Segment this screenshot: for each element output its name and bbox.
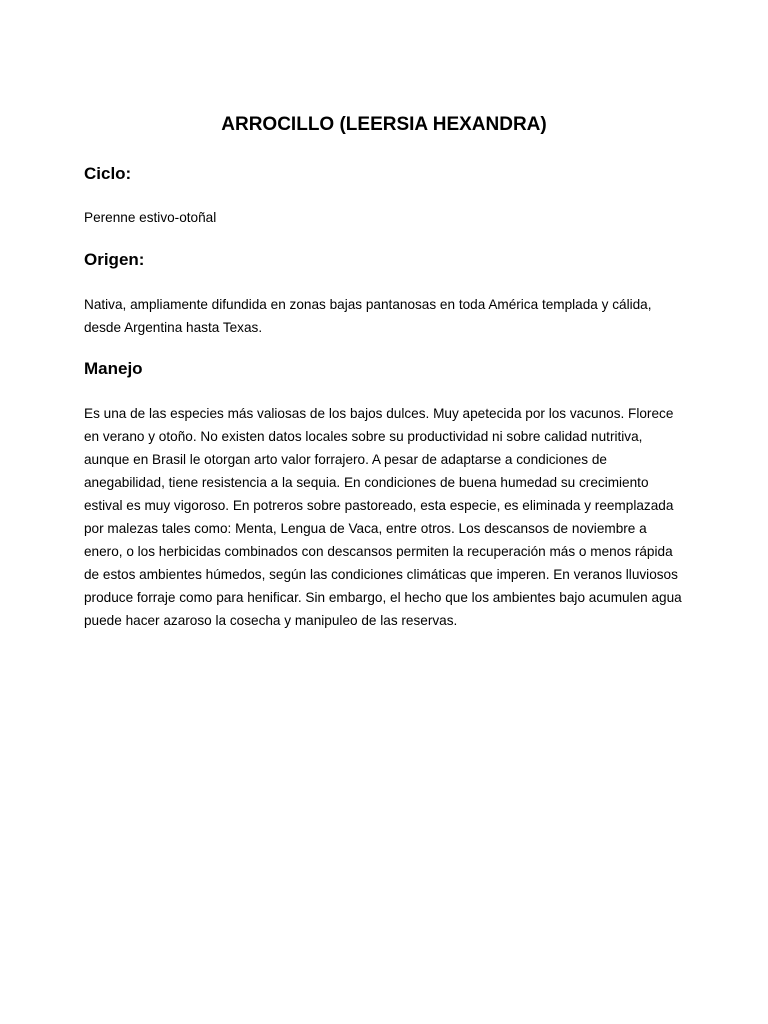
section-heading-manejo: Manejo: [84, 359, 143, 378]
section-heading-ciclo: Ciclo:: [84, 164, 132, 183]
section-heading-origen: Origen:: [84, 250, 145, 269]
section-text-origen: Nativa, ampliamente difundida en zonas bajas pantanosas en toda América templada y cálida, desde Argentina hasta Texas.: [84, 297, 652, 335]
section-text-ciclo: Perenne estivo-otoñal: [84, 210, 217, 225]
document-title: ARROCILLO (LEERSIA HEXANDRA): [221, 114, 547, 135]
section-text-manejo: Es una de las especies más valiosas de los bajos dulces. Muy apetecida por los vacunos. Florece en verano y otoño. No existen datos locales sobre su productividad ni sobre calidad nutritiva, aunque en Brasil le otorgan arto valor forrajero. A pesar de adaptarse a condiciones de anegabilidad, tiene resistencia a la sequia. En condiciones de buena humedad su crecimiento estival es muy vigoroso. En potreros sobre pastoreado, esta especie, es eliminada y reemplazada por malezas tales como: Menta, Lengua de Vaca, entre otros. Los descansos de noviembre a enero, o los herbicidas combinados con descansos permiten la recuperación más o menos rápida de estos ambientes húmedos, según las condiciones climáticas que imperen. En veranos lluviosos produce forraje como para henificar. Sin embargo, el hecho que los ambientes bajo acumulen agua puede hacer azaroso la cosecha y manipuleo de las reservas.: [84, 406, 682, 628]
